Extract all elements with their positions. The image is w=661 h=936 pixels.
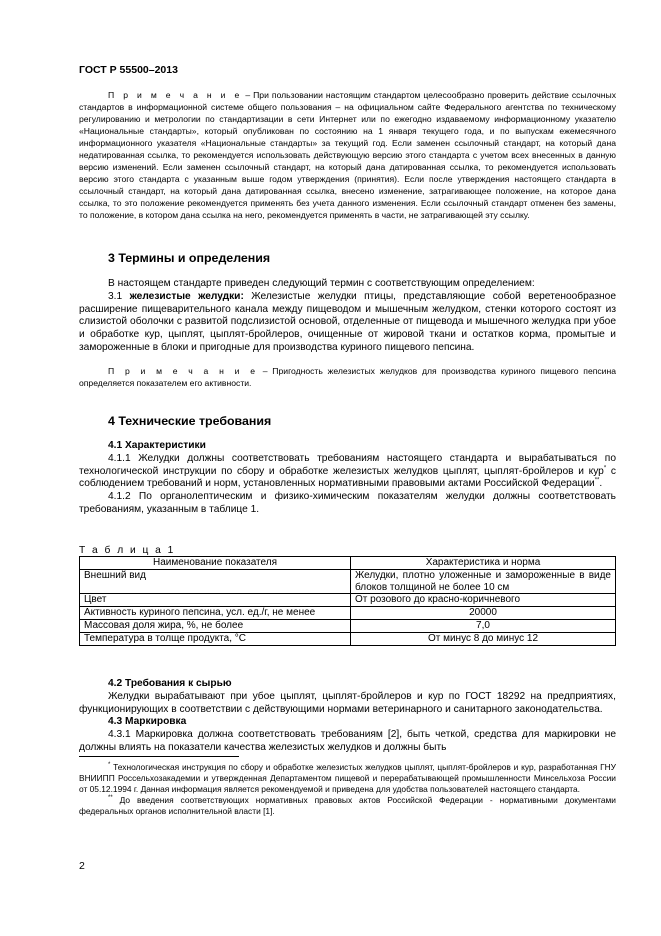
table-header-row [80, 557, 616, 570]
table-cell: Внешний вид [80, 569, 351, 594]
table-row [80, 594, 616, 607]
term-name: железистые желудки: [129, 290, 244, 302]
paragraph-4-1-1-text-c: . [599, 478, 603, 490]
table-cell: 7,0 [351, 619, 616, 632]
table-cell: Цвет [80, 594, 351, 607]
footnote-2-mark: ** [108, 795, 113, 802]
section-4 [79, 414, 616, 428]
footnote-2 [79, 795, 616, 817]
paragraph-4-1-1-text-b: с соблюдением требований и норм, установленных нормативными правовыми актами Российской Федерации [79, 465, 616, 490]
table-cell: Температура в толще продукта, °С [80, 632, 351, 645]
section-3-intro: В настоящем стандарте приведен следующий термин с соответствующим определением: [108, 278, 535, 289]
subsection-4-3-title: 4.3 Маркировка [108, 716, 187, 728]
table-cell: Массовая доля жира, %, не более [80, 619, 351, 632]
characteristics-table [79, 556, 616, 646]
note-label: П р и м е ч а н и е [108, 90, 243, 100]
page-number: 2 [79, 860, 85, 872]
term-definition [79, 291, 616, 355]
term-number: 3.1 [108, 290, 123, 302]
table-row [80, 619, 616, 632]
section-3-note-text: – Пригодность железистых желудков для производства куриного пищевого пепсина определяется показателем его активности. [79, 365, 617, 388]
subsection-4-1-title: 4.1 Характеристики [108, 440, 206, 451]
section-4-body [79, 440, 616, 517]
table-row [80, 632, 616, 645]
reference-note-paragraph [79, 89, 616, 221]
table-cell: От минус 8 до минус 12 [351, 632, 616, 645]
footnote-ref-1: * [603, 465, 607, 472]
footnote-1-mark: * [108, 762, 111, 769]
section-3 [79, 251, 616, 265]
paragraph-4-1-2: 4.1.2 По органолептическим и физико-химическим показателям желудки должны соответствовать требованиям, указанным в таблице 1. [79, 491, 616, 515]
table-header-cell: Характеристика и норма [351, 557, 616, 570]
table-header-cell: Наименование показателя [80, 557, 351, 570]
table-cell: От розового до красно-коричневого [351, 594, 616, 607]
section-4-title: 4 Технические требования [108, 414, 272, 428]
term-text: Железистые желудки птицы, представляющие собой веретенообразное расширение пищеварительного канала между пищеводом и мышечным желудком, стенки которого состоят из слизистой оболочки с развитой подслизистой основой, отделенные от пищевода и мышечного желудка при убое и обработке кур, цыплят, цыплят-бройлеров, очищенные от жировой ткани и остатков корма, промытые и замороженные в блоки и пригодные для производства куриного пищевого пепсина. [79, 290, 616, 353]
paragraph-4-1-1 [79, 453, 616, 491]
footnote-2-text: До введения соответствующих нормативных правовых актов Российской Федерации - нормативными документами федеральных органов исполнительной власти [1]. [79, 795, 616, 816]
footnote-ref-2: ** [594, 478, 600, 484]
reference-note [79, 89, 616, 221]
section-4-continued [79, 678, 616, 755]
section-3-note-label: П р и м е ч а н и е [108, 365, 258, 376]
table-1 [79, 545, 616, 646]
footnote-divider [79, 756, 239, 757]
footnote-1 [79, 762, 616, 795]
table-caption: Т а б л и ц а 1 [79, 545, 176, 556]
section-3-note [79, 365, 616, 389]
document-code: ГОСТ Р 55500–2013 [79, 64, 178, 76]
table-row [80, 569, 616, 594]
paragraph-4-3-1: 4.3.1 Маркировка должна соответствовать требованиям [2], быть четкой, средства для маркировки не должны влиять на показатели качества железистых желудков и должны быть [79, 729, 616, 753]
section-3-title: 3 Термины и определения [108, 251, 271, 265]
table-row [80, 607, 616, 620]
section-3-body [79, 278, 616, 389]
footnotes [79, 762, 616, 817]
table-cell: Активность куриного пепсина, усл. ед./г, не менее [80, 607, 351, 620]
footnote-1-text: Технологическая инструкция по сбору и обработке железистых желудков цыплят, цыплят-бройлеров и кур, разработанная ГНУ ВНИИПП Россельхозакадемии и утвержденная Департаментом пищевой и перерабатывающей промышленности Минсельхоза России от 05.12.1994 г. Данная информация является рекомендуемой и приведена для удобства пользователей настоящего стандарта. [79, 762, 616, 794]
subsection-4-2-title: 4.2 Требования к сырью [108, 678, 232, 689]
table-cell: 20000 [351, 607, 616, 620]
table-cell: Желудки, плотно уложенные и замороженные в виде блоков толщиной не более 10 см [351, 569, 616, 594]
paragraph-4-2: Желудки вырабатывают при убое цыплят, цыплят-бройлеров и кур по ГОСТ 18292 на предприятиях, функционирующих в соответствии с действующими нормами ветеринарного и санитарного законодательства. [79, 690, 616, 715]
note-text: – При пользовании настоящим стандартом целесообразно проверить действие ссылочных стандартов в информационной системе общего пользования – на официальном сайте Федерального агентства по техническому регулированию и метрологии по стандартизации в сети Интернет или по ежегодно издаваемому информационному указателю «Национальные стандарты», который опубликован по состоянию на 1 января текущего года, и по выпускам ежемесячного информационного указателя «Национальные стандарты» за текущий год. Если заменен ссылочный стандарт, на который дана недатированная ссылка, то рекомендуется использовать действующую версию этого стандарта с учетом всех внесенных в данную версию изменений. Если заменен ссылочный стандарт, на который дана датированная ссылка, то рекомендуется использовать версию этого стандарта с указанным выше годом утверждения (принятия). Если после утверждения настоящего стандарта в ссылочный стандарт, на который дана датированная ссылка, внесено изменение, затрагивающее положение, на которое дана ссылка, то это положение рекомендуется применять без учета данного изменения. Если ссылочный стандарт отменен без замены, то положение, в котором дана ссылка на него, рекомендуется применять в части, не затрагивающей эту ссылку. [79, 90, 617, 220]
paragraph-4-1-1-text-a: 4.1.1 Желудки должны соответствовать требованиям настоящего стандарта и вырабатываться по технологической инструкции по сбору и обработке железистых желудков цыплят, цыплят-бройлеров и кур [79, 452, 616, 477]
